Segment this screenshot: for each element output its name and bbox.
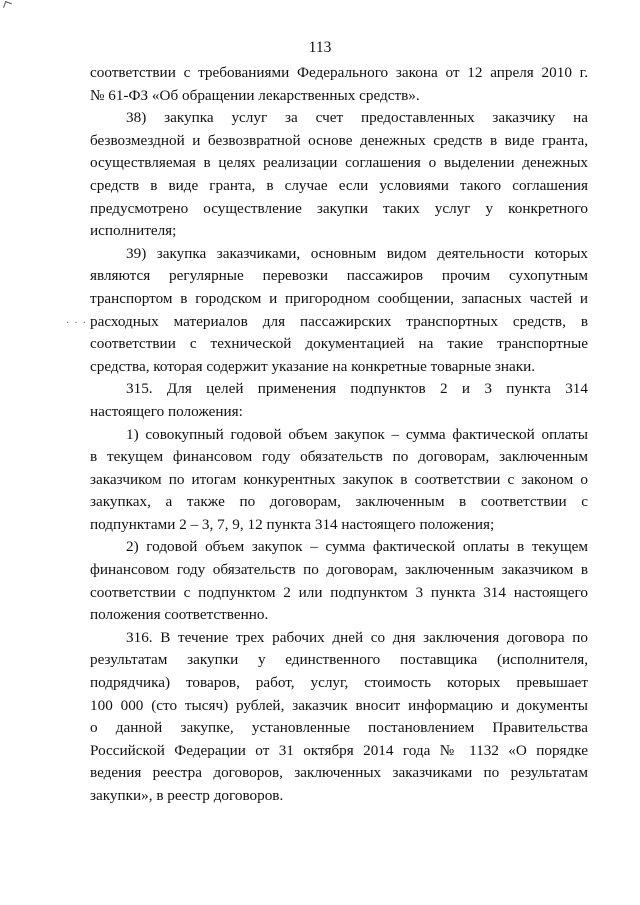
text-line: безвозмездной и безвозвратной основе денежных средств в виде гранта, [90,131,588,149]
text-line: заказчиком по итогам конкурентных закупок в соответствии с законом о [90,470,588,488]
text-line: о данной закупке, установленные постановлением Правительства [90,719,588,737]
text-line: результатам закупки у единственного поставщика (исполнителя, [90,651,588,669]
paragraph-p316 [90,627,588,808]
paragraph-p315-2 [90,536,588,626]
text-line: 315. Для целей применения подпунктов 2 и 3 пункта 314 [126,380,588,398]
text-line: средств в виде гранта, в случае если условиями такого соглашения [90,176,588,194]
document-body [90,62,588,808]
text-line: подпунктами 2 – 3, 7, 9, 12 пункта 314 настоящего положения; [90,515,495,533]
text-line: ведения реестра договоров, заключенных заказчиками по результатам [90,764,588,782]
paragraph-cont [90,62,588,107]
text-line: соответствии с технической документацией на такие транспортные [90,335,588,353]
text-line: Российской Федерации от 31 октября 2014 года № 1132 «О порядке [90,741,588,759]
paragraph-p315-1 [90,424,588,537]
paragraph-p39 [90,243,588,379]
scan-corner-mark [3,1,12,10]
text-line: настоящего положения: [90,402,243,420]
text-line: предусмотрено осуществление закупки таких услуг у конкретного [90,199,588,217]
text-line: средства, которая содержит указание на конкретные товарные знаки. [90,357,536,375]
text-line: 38) закупка услуг за счет предоставленных заказчику на [126,109,588,127]
text-line: 1) совокупный годовой объем закупок – сумма фактической оплаты [126,425,588,443]
text-line: расходных материалов для пассажирских транспортных средств, в [90,312,588,330]
text-line: являются регулярные перевозки пассажиров прочим сухопутным [90,267,588,285]
text-line: соответствии с требованиями Федерального закона от 12 апреля 2010 г. [90,64,588,81]
text-line: закупки», в реестр договоров. [90,787,284,804]
paragraph-p315 [90,378,588,423]
text-line: осуществляемая в целях реализации соглашения о выделении денежных [90,154,588,172]
text-line: положения соответственно. [90,606,269,624]
text-line: соответствии с подпунктом 2 или подпунктом 3 пункта 314 настоящего [90,583,588,601]
text-line: 2) годовой объем закупок – сумма фактической оплаты в текущем [126,538,588,556]
text-line: 316. В течение трех рабочих дней со дня заключения договора по [126,628,588,646]
text-line: № 61-ФЗ «Об обращении лекарственных средств». [90,86,420,104]
page-number: 113 [308,39,332,56]
scan-artifact-dots: · · · [66,318,87,329]
text-line: 100 000 (сто тысяч) рублей, заказчик вносит информацию и документы [90,696,588,714]
text-line: подрядчика) товаров, работ, услуг, стоимость которых превышает [90,674,588,692]
text-line: исполнителя; [90,222,177,240]
paragraph-p38 [90,107,588,243]
text-line: закупках, а также по договорам, заключенным в соответствии с [90,493,588,511]
text-line: 39) закупка заказчиками, основным видом деятельности которых [126,244,588,262]
text-line: в текущем финансовом году обязательств по договорам, заключенным [90,448,588,466]
text-line: транспортом в городском и пригородном сообщении, запасных частей и [90,289,588,307]
text-line: финансовом году обязательств по договорам, заключенным заказчиком в [90,561,588,579]
